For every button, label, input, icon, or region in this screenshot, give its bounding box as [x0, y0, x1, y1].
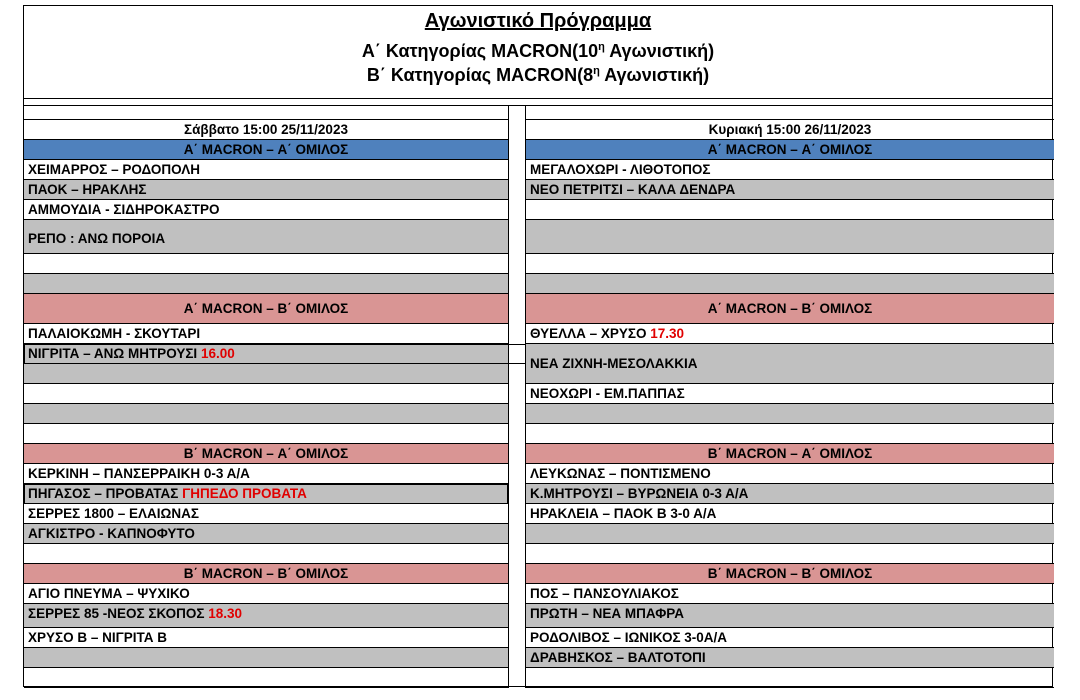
match-row: ΝΕΟΧΩΡΙ - ΕΜ.ΠΑΠΠΑΣ — [526, 384, 1054, 404]
kickoff-note: 16.00 — [200, 346, 235, 361]
group-title: Α΄ MACRON – Α΄ ΟΜΙΛΟΣ — [24, 140, 508, 160]
kickoff-note: 18.30 — [208, 606, 242, 621]
venue-note: ΓΗΠΕΔΟ ΠΡΟΒΑΤΑ — [182, 486, 307, 501]
match-row: ΡΟΔΟΛΙΒΟΣ – ΙΩΝΙΚΟΣ 3-0Α/Α — [526, 628, 1054, 648]
subtitle-b-post: Αγωνιστική) — [599, 65, 710, 85]
divider — [24, 98, 1052, 99]
subtitle-b-category — [24, 60, 1052, 86]
match-row: ΔΡΑΒΗΣΚΟΣ – ΒΑΛΤΟΤΟΠΙ — [526, 648, 1054, 668]
empty-row — [526, 200, 1054, 220]
subtitle-a-post: Αγωνιστική) — [604, 41, 715, 61]
match-row: ΑΓΙΟ ΠΝΕΥΜΑ – ΨΥΧΙΚΟ — [24, 584, 508, 604]
sunday-date: Κυριακή 15:00 26/11/2023 — [526, 120, 1054, 140]
empty-row — [24, 424, 508, 444]
match-row: ΜΕΓΑΛΟΧΩΡΙ - ΛΙΘΟΤΟΠΟΣ — [526, 160, 1054, 180]
match-text: ΣΕΡΡΕΣ 85 -ΝΕΟΣ ΣΚΟΠΟΣ — [28, 606, 209, 621]
subtitle-b-sup: η — [593, 65, 600, 77]
empty-row — [24, 668, 508, 688]
subtitle-b-text: Β΄ Κατηγορίας MACRON(8 — [366, 65, 594, 85]
match-text: ΝΙΓΡΙΤΑ – ΑΝΩ ΜΗΤΡΟΥΣΙ — [28, 346, 201, 361]
schedule-sheet — [23, 5, 1053, 687]
match-row — [526, 324, 1054, 344]
empty-row — [526, 220, 1054, 254]
match-row: ΛΕΥΚΩΝΑΣ – ΠΟΝΤΙΣΜΕΝΟ — [526, 464, 1054, 484]
match-row: ΝΕΑ ΖΙΧΝΗ-ΜΕΣΟΛΑΚΚΙΑ — [526, 344, 1054, 384]
match-text: ΠΗΓΑΣΟΣ – ΠΡΟΒΑΤΑΣ — [28, 486, 183, 501]
empty-row — [526, 274, 1054, 294]
match-row: ΡΕΠΟ : ΑΝΩ ΠΟΡΟΙΑ — [24, 220, 508, 254]
match-row: ΝΕΟ ΠΕΤΡΙΤΣΙ – ΚΑΛΑ ΔΕΝΔΡΑ — [526, 180, 1054, 200]
empty-row — [526, 404, 1054, 424]
group-title: Β΄ MACRON – Α΄ ΟΜΙΛΟΣ — [24, 444, 508, 464]
match-row: ΚΕΡΚΙΝΗ – ΠΑΝΣΕΡΡΑΙΚΗ 0-3 Α/Α — [24, 464, 508, 484]
match-row: ΠΟΣ – ΠΑΝΣΟΥΛΙΑΚΟΣ — [526, 584, 1054, 604]
highlight-box — [24, 344, 526, 364]
empty-row — [24, 648, 508, 668]
match-row — [24, 604, 508, 628]
highlight-box — [24, 484, 508, 504]
group-title: Β΄ MACRON – Β΄ ΟΜΙΛΟΣ — [526, 564, 1054, 584]
group-title: Β΄ MACRON – Α΄ ΟΜΙΛΟΣ — [526, 444, 1054, 464]
match-text: ΘΥΕΛΛΑ – ΧΡΥΣΟ — [530, 326, 651, 341]
subtitle-a-text: Α΄ Κατηγορίας MACRON(10 — [361, 41, 599, 61]
match-row: ΠΑΟΚ – ΗΡΑΚΛΗΣ — [24, 180, 508, 200]
match-row: ΠΡΩΤΗ – ΝΕΑ ΜΠΑΦΡΑ — [526, 604, 1054, 628]
match-row: ΧΕΙΜΑΡΡΟΣ – ΡΟΔΟΠΟΛΗ — [24, 160, 508, 180]
match-row: ΠΑΛΑΙΟΚΩΜΗ - ΣΚΟΥΤΑΡΙ — [24, 324, 508, 344]
empty-row — [24, 254, 508, 274]
match-row: Κ.ΜΗΤΡΟΥΣΙ – ΒΥΡΩΝΕΙΑ 0-3 Α/Α — [526, 484, 1054, 504]
empty-row — [526, 544, 1054, 564]
page-title: Αγωνιστικό Πρόγραμμα — [424, 10, 652, 32]
empty-row — [24, 544, 508, 564]
empty-row — [526, 424, 1054, 444]
column-separator — [508, 105, 509, 688]
empty-row — [24, 404, 508, 424]
group-title: Α΄ MACRON – Α΄ ΟΜΙΛΟΣ — [526, 140, 1054, 160]
divider — [24, 105, 1052, 106]
empty-row — [526, 668, 1054, 688]
saturday-date: Σάββατο 15:00 25/11/2023 — [24, 120, 508, 140]
match-row: ΗΡΑΚΛΕΙΑ – ΠΑΟΚ Β 3-0 Α/Α — [526, 504, 1054, 524]
empty-row — [24, 274, 508, 294]
empty-row — [526, 524, 1054, 544]
subtitle-a-sup: η — [598, 41, 605, 53]
group-title: Α΄ MACRON – Β΄ ΟΜΙΛΟΣ — [24, 294, 508, 324]
match-row: ΑΜΜΟΥΔΙΑ - ΣΙΔΗΡΟΚΑΣΤΡΟ — [24, 200, 508, 220]
group-title: Α΄ MACRON – Β΄ ΟΜΙΛΟΣ — [526, 294, 1054, 324]
empty-row — [24, 384, 508, 404]
match-row: ΑΓΚΙΣΤΡΟ - ΚΑΠΝΟΦΥΤΟ — [24, 524, 508, 544]
kickoff-note: 17.30 — [650, 326, 685, 341]
match-row: ΧΡΥΣΟ Β – ΝΙΓΡΙΤΑ Β — [24, 628, 508, 648]
empty-row — [526, 254, 1054, 274]
group-title: Β΄ MACRON – Β΄ ΟΜΙΛΟΣ — [24, 564, 508, 584]
subtitle-a-category — [24, 36, 1052, 62]
match-row: ΣΕΡΡΕΣ 1800 – ΕΛΑΙΩΝΑΣ — [24, 504, 508, 524]
